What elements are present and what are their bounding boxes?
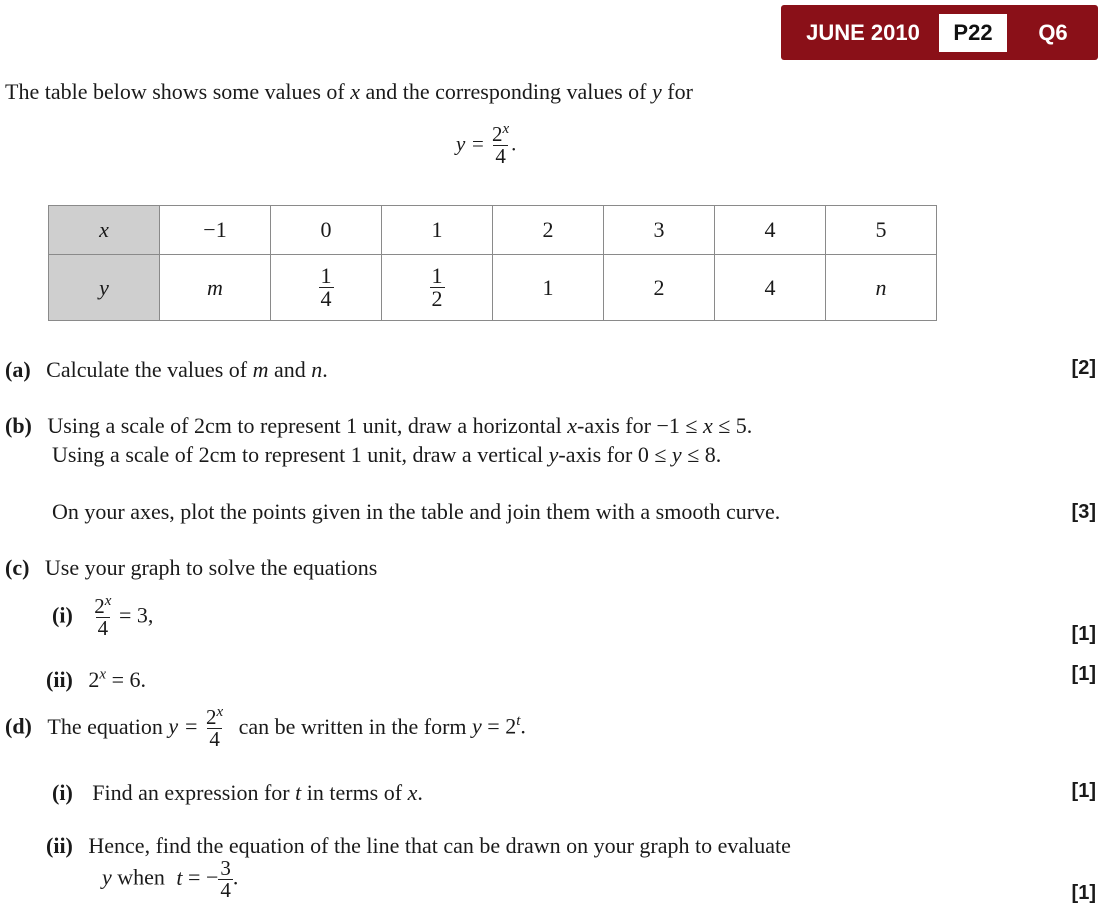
y-cell: m	[160, 255, 271, 321]
x-cell: 4	[715, 206, 826, 255]
x-cell: −1	[160, 206, 271, 255]
part-b-marks: [3]	[1071, 501, 1096, 523]
y-cell: 1	[493, 255, 604, 321]
y-cell: $\frac{1}{4}$	[271, 255, 382, 321]
x-header: x	[49, 206, 160, 255]
part-b-label: (b)	[5, 413, 32, 438]
part-d-label: (d)	[5, 713, 32, 739]
x-cell: 1	[382, 206, 493, 255]
part-d-ii-line2: y when t = − $\frac{3}{4}$ .	[102, 856, 239, 902]
part-d-i-marks: [1]	[1071, 780, 1096, 802]
y-row	[49, 255, 937, 321]
exam-reference-badge	[781, 5, 1098, 60]
question-label: Q6	[1038, 20, 1068, 45]
values-table	[48, 205, 937, 321]
y-cell: $\frac{1}{2}$	[382, 255, 493, 321]
part-c-label: (c)	[5, 555, 30, 580]
paper-label: P22	[939, 14, 1007, 52]
x-cell: 5	[826, 206, 937, 255]
part-c-ii-marks: [1]	[1071, 663, 1096, 685]
part-b-line2: Using a scale of 2cm to represent 1 unit, draw a vertical y-axis for 0 ≤ y ≤ 8.	[52, 442, 722, 467]
x-cell: 0	[271, 206, 382, 255]
intro-equation: y = $\frac{2^x}{4}$ .	[456, 121, 517, 168]
x-cell: 3	[604, 206, 715, 255]
part-d-i: (i) Find an expression for t in terms of x.	[52, 780, 423, 805]
intro-text: The table below shows some values of x and the corresponding values of y for	[5, 79, 693, 104]
part-c-i-marks: [1]	[1071, 623, 1096, 645]
part-a-marks: [2]	[1071, 357, 1096, 379]
session-label: JUNE 2010	[806, 20, 920, 45]
part-d: (d) The equation y = $\frac{2^x}{4}$ can be written in the form $y = 2^t$.	[5, 704, 526, 751]
part-a: (a) Calculate the values of m and n.	[5, 357, 328, 382]
part-c-ii: (ii) 2$^x$ = 6.	[46, 666, 146, 692]
y-cell: 2	[604, 255, 715, 321]
y-cell: 4	[715, 255, 826, 321]
y-cell: n	[826, 255, 937, 321]
x-cell: 2	[493, 206, 604, 255]
x-row	[49, 206, 937, 255]
part-c-i: (i) $\frac{2^x}{4}$ = 3,	[52, 593, 154, 640]
part-d-ii-marks: [1]	[1071, 882, 1096, 904]
y-header: y	[49, 255, 160, 321]
part-c: (c) Use your graph to solve the equations	[5, 555, 378, 580]
part-a-label: (a)	[5, 357, 31, 382]
part-b-line3: On your axes, plot the points given in the table and join them with a smooth curve.	[52, 499, 781, 524]
part-d-ii-line1: (ii) Hence, find the equation of the line that can be drawn on your graph to evaluate	[46, 833, 791, 858]
part-b-line1: (b) Using a scale of 2cm to represent 1 unit, draw a horizontal x-axis for −1 ≤ x ≤ 5.	[5, 413, 753, 438]
